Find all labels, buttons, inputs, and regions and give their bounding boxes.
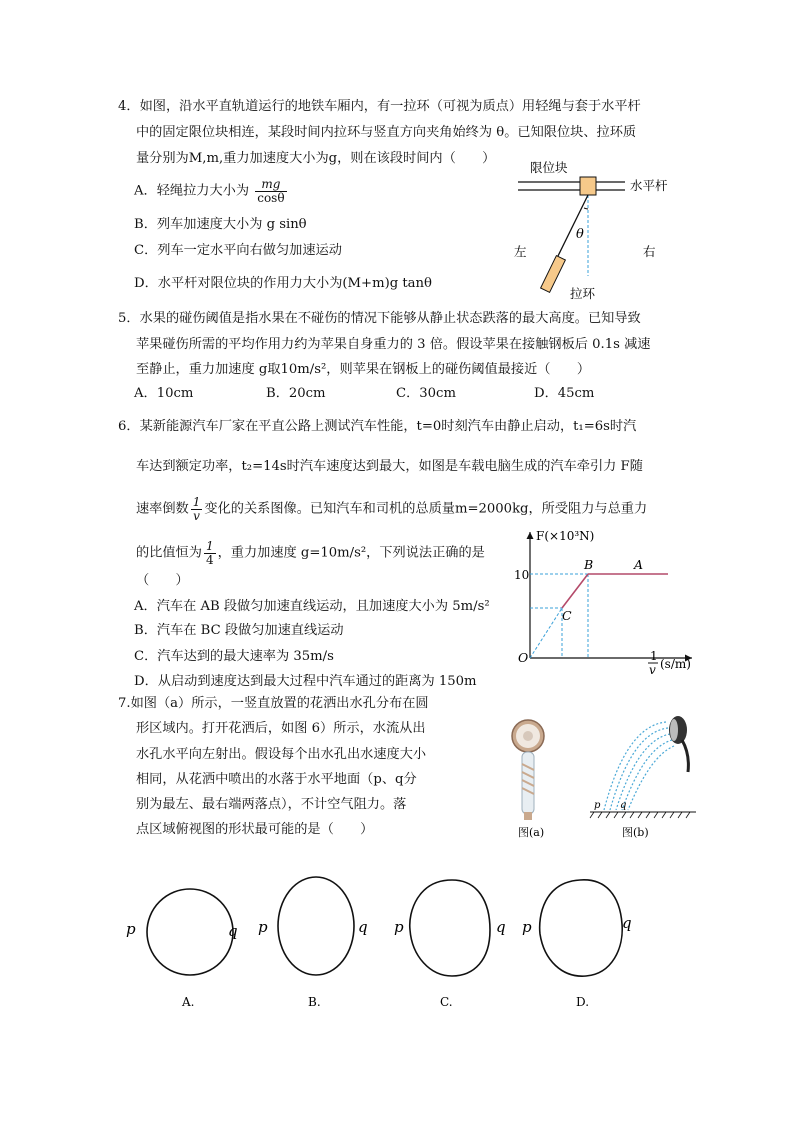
q6-line-4-a: 的比值恒为 xyxy=(136,545,202,561)
q7-shape-a-q: q xyxy=(228,922,238,940)
q7-figure-a xyxy=(500,716,562,840)
q7-choice-shapes xyxy=(118,868,658,1018)
q6-line-4-den: 4 xyxy=(205,552,214,567)
q7-shape-b-q: q xyxy=(358,918,368,936)
q4-option-a-numerator: mg xyxy=(255,178,286,192)
q6-graph-ylabel: F(×10³N) xyxy=(536,529,595,543)
q7-shape-c-p: p xyxy=(394,918,404,936)
q7-fig-b-stream-2 xyxy=(610,728,668,810)
q7-shape-b-oval xyxy=(278,877,354,975)
q7-shape-d-p: p xyxy=(522,918,532,936)
q7-line-1: 7.如图（a）所示，一竖直放置的花洒出水孔分布在圆 xyxy=(118,696,429,711)
q6-graph-point-c: C xyxy=(562,608,572,623)
q4-option-b: B．列车加速度大小为 g sinθ xyxy=(134,217,307,232)
q6-line-3-fraction xyxy=(191,496,203,522)
q7-shape-a-circle xyxy=(147,889,233,975)
q7-shape-b-p: p xyxy=(258,918,268,936)
q7-choice-b xyxy=(258,877,368,1009)
q4-fig-theta: θ xyxy=(576,227,584,242)
q6-graph-xlabel-unit: (s/m) xyxy=(660,657,691,671)
q7-shape-d-label: D. xyxy=(576,995,590,1009)
q6-line-3-b: 变化的关系图像。已知汽车和司机的总质量m=2000kg，所受阻力与总重力 xyxy=(204,501,648,517)
q6-graph-point-b: B xyxy=(584,557,594,572)
q4-fig-ring-label: 拉环 xyxy=(570,286,596,301)
q4-fig-ring xyxy=(541,256,566,293)
q7-choice-d xyxy=(522,880,632,1009)
q5-option-d: D．45cm xyxy=(534,386,595,401)
q7-shape-d-q: q xyxy=(622,914,632,932)
q6-graph-ytick: 10 xyxy=(514,568,530,582)
q7-fig-b-shower-face xyxy=(670,719,678,741)
q4-option-a-fraction xyxy=(255,178,286,204)
q7-fig-a-head-center xyxy=(523,731,533,741)
q4-fig-left-label: 左 xyxy=(514,244,527,259)
q4-line-3: 量分别为M,m,重力加速度大小为g，则在该段时间内（ ） xyxy=(136,151,496,166)
q4-fig-block-label: 限位块 xyxy=(530,160,568,175)
q6-graph-origin: O xyxy=(518,650,529,665)
q6-line-1: 6．某新能源汽车厂家在平直公路上测试汽车性能，t=0时刻汽车由静止启动，t₁=6s时汽 xyxy=(118,419,637,434)
q5-option-c: C．30cm xyxy=(396,386,456,401)
q4-line-1: 4．如图，沿水平直轨道运行的地铁车厢内，有一拉环（可视为质点）用轻绳与套于水平杆 xyxy=(118,99,641,114)
q6-graph-xlabel-num: 1 xyxy=(650,649,658,663)
q7-fig-b-q-label: q xyxy=(620,800,627,811)
q5-line-2: 苹果碰伤所需的平均作用力约为苹果自身重力的 3 倍。假设苹果在接触钢板后 0.1s 减速 xyxy=(136,337,651,352)
q4-option-d: D．水平杆对限位块的作用力大小为(M+m)g tanθ xyxy=(134,276,432,291)
q7-line-5: 别为最左、最右端两落点），不计空气阻力。落 xyxy=(136,797,407,812)
q6-option-d: D．从启动到速度达到最大过程中汽车通过的距离为 150m xyxy=(134,674,477,689)
q6-graph-xlabel-den: v xyxy=(649,663,656,676)
q6-option-a: A．汽车在 AB 段做匀加速直线运动，且加速度大小为 5m/s² xyxy=(134,599,490,614)
q6-line-2: 车达到额定功率，t₂=14s时汽车速度达到最大，如图是车载电脑生成的汽车牵引力 F随 xyxy=(136,459,643,474)
q7-fig-b-stream-5 xyxy=(628,746,674,810)
q7-shape-a-label: A. xyxy=(182,995,195,1009)
q7-shape-c-q: q xyxy=(496,918,506,936)
q4-option-c: C．列车一定水平向右做匀加速运动 xyxy=(134,243,342,258)
q7-choice-c xyxy=(394,880,506,1009)
q4-option-a-text: A．轻绳拉力大小为 xyxy=(134,183,250,199)
q7-figure-b xyxy=(586,710,698,840)
q6-line-4-fraction xyxy=(204,540,216,566)
q6-graph-segment-bc xyxy=(562,574,588,608)
q7-fig-a-caption: 图(a) xyxy=(518,826,545,839)
q6-line-4 xyxy=(136,540,485,566)
q6-line-3-a: 速率倒数 xyxy=(136,501,189,517)
q7-fig-b-handle xyxy=(682,740,688,772)
q6-line-4-num: 1 xyxy=(205,539,214,553)
q7-shape-c-egg xyxy=(410,880,490,976)
q7-fig-b-stream-1 xyxy=(604,722,666,810)
q6-graph xyxy=(510,526,700,676)
q4-option-a xyxy=(134,178,289,204)
q7-choice-a xyxy=(126,889,238,1009)
q6-option-c: C．汽车达到的最大速率为 35m/s xyxy=(134,649,334,664)
q7-fig-a-connector xyxy=(524,812,532,820)
q6-option-b: B．汽车在 BC 段做匀加速直线运动 xyxy=(134,623,344,638)
q5-line-1: 5．水果的碰伤阈值是指水果在不碰伤的情况下能够从静止状态跌落的最大高度。已知导致 xyxy=(118,311,641,326)
q4-option-a-denominator: cosθ xyxy=(257,190,285,205)
q7-shape-d-egg xyxy=(540,880,623,976)
q7-shape-c-label: C. xyxy=(440,995,453,1009)
q7-fig-b-stream-4 xyxy=(622,740,672,810)
q7-line-6: 点区域俯视图的形状最可能的是（ ） xyxy=(136,822,374,837)
q4-line-2: 中的固定限位块相连，某段时间内拉环与竖直方向夹角始终为 θ。已知限位块、拉环质 xyxy=(136,125,637,140)
q4-figure xyxy=(510,158,690,304)
q4-fig-right-label: 右 xyxy=(643,244,656,259)
q6-graph-origin-dash xyxy=(530,608,562,658)
q7-shape-a-p: p xyxy=(126,920,136,938)
q6-line-3-den: v xyxy=(193,508,200,523)
q4-fig-rod-label: 水平杆 xyxy=(630,178,668,193)
q7-fig-b-caption: 图(b) xyxy=(622,826,649,839)
q7-fig-b-hatching xyxy=(590,812,690,818)
q7-fig-b-p-label: p xyxy=(594,800,601,811)
q7-line-4: 相同，从花洒中喷出的水落于水平地面（p、q分 xyxy=(136,772,417,787)
q5-option-b: B．20cm xyxy=(266,386,326,401)
q5-line-3: 至静止，重力加速度 g取10m/s²，则苹果在钢板上的碰伤阈值最接近（ ） xyxy=(136,362,591,377)
q7-line-3: 水孔水平向左射出。假设每个出水孔出水速度大小 xyxy=(136,747,427,762)
q4-fig-angle-arc xyxy=(584,208,588,209)
q4-fig-block xyxy=(580,177,596,195)
q7-shape-b-label: B. xyxy=(308,995,321,1009)
q5-option-a: A．10cm xyxy=(134,386,194,401)
q6-line-3 xyxy=(136,496,647,522)
q6-line-4-b: ，重力加速度 g=10m/s²，下列说法正确的是 xyxy=(217,545,485,561)
q6-line-5: （ ） xyxy=(136,573,189,588)
q7-line-2: 形区域内。打开花洒后，如图 6）所示，水流从出 xyxy=(136,721,426,736)
q6-line-3-num: 1 xyxy=(192,495,201,509)
q6-graph-point-a: A xyxy=(634,557,644,572)
